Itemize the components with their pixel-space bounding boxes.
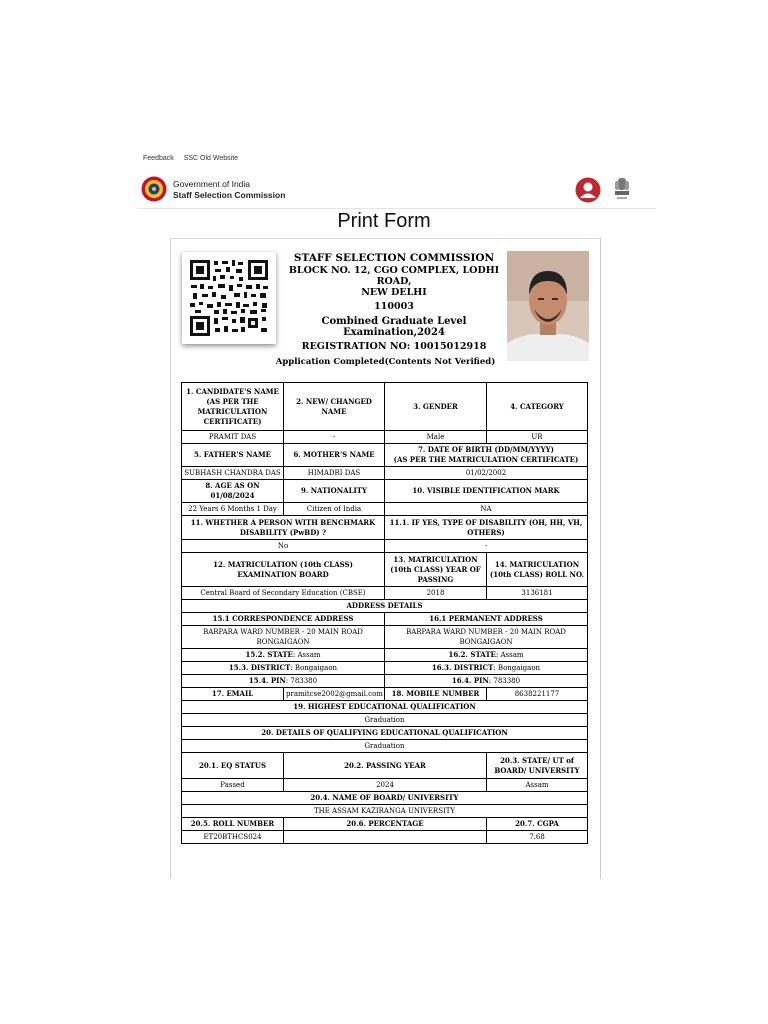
email-label: 17. EMAIL: [182, 688, 284, 701]
qr-code: [182, 252, 276, 344]
board-name-label: 20.4. NAME OF BOARD/ UNIVERSITY: [182, 792, 588, 805]
new-name-label: 2. NEW/ CHANGED NAME: [284, 383, 385, 431]
permanent-state-value: Assam: [500, 651, 524, 659]
correspondence-address-line1: BARPARA WARD NUMBER - 20 MAIN ROAD: [203, 628, 363, 636]
passing-year-label: 20.2. PASSING YEAR: [284, 753, 487, 779]
identification-mark-label: 10. VISIBLE IDENTIFICATION MARK: [385, 480, 588, 503]
percentage-value: [284, 831, 487, 844]
correspondence-pin-label: 15.4. PIN: [248, 676, 286, 685]
permanent-pin-value: 783380: [493, 677, 521, 685]
mother-name-label: 6. MOTHER'S NAME: [284, 444, 385, 467]
permanent-state: 16.2. STATE: Assam: [385, 649, 588, 662]
matric-roll-label: 14. MATRICULATION (10th CLASS) ROLL NO.: [487, 553, 588, 587]
top-links: [143, 155, 246, 162]
highest-qualification-value: Graduation: [182, 714, 588, 727]
nationality-value: Citizen of India: [284, 503, 385, 516]
org-pin: 110003: [374, 301, 414, 312]
board-name-value: THE ASSAM KAZIRANGA UNIVERSITY: [182, 805, 588, 818]
mobile-value: 8638221177: [487, 688, 588, 701]
dob-label-line1: 7. DATE OF BIRTH (DD/MM/YYYY): [418, 445, 554, 454]
permanent-district: 16.3. DISTRICT: Bongaigaon: [385, 662, 588, 675]
page-title: Print Form: [337, 210, 431, 232]
application-status: Application Completed(Contents Not Verified): [275, 357, 496, 367]
feedback-link[interactable]: Feedback: [143, 155, 174, 162]
correspondence-state-label: 15.2. STATE: [245, 650, 293, 659]
percentage-label: 20.6. PERCENTAGE: [284, 818, 487, 831]
disability-type-label: 11.1. IF YES, TYPE OF DISABILITY (OH, HH, VH, OTHERS): [385, 516, 588, 540]
correspondence-pin: 15.4. PIN: 783380: [182, 675, 385, 688]
permanent-address-label: 16.1 PERMANENT ADDRESS: [385, 613, 588, 626]
permanent-address-line2: BONGAIGAON: [459, 638, 513, 646]
org-address-1: BLOCK NO. 12, CGO COMPLEX, LODHI ROAD,: [288, 265, 500, 287]
gender-value: Male: [385, 431, 487, 444]
dob-value: 01/02/2002: [385, 467, 588, 480]
correspondence-district: 15.3. DISTRICT: Bongaigaon: [182, 662, 385, 675]
exam-name: Combined Graduate Level Examination,2024: [321, 316, 467, 338]
cgpa-value: 7.68: [487, 831, 588, 844]
brand-title[interactable]: [173, 179, 285, 201]
new-name-value: -: [284, 431, 385, 444]
old-website-link[interactable]: SSC Old Website: [183, 155, 239, 162]
eq-status-label: 20.1. EQ STATUS: [182, 753, 284, 779]
qualifying-qualification-label: 20. DETAILS OF QUALIFYING EDUCATIONAL QUALIFICATION: [182, 727, 588, 740]
roll-number-label: 20.5. ROLL NUMBER: [182, 818, 284, 831]
email-value: pramitcse2002@gmail.com: [284, 688, 385, 701]
eq-status-value: Passed: [182, 779, 284, 792]
eq-state-value: Assam: [487, 779, 588, 792]
qr-code-icon: [188, 258, 270, 338]
dob-label: [385, 444, 588, 467]
org-address-2: NEW DELHI: [361, 287, 427, 298]
form-heading: [279, 253, 509, 352]
permanent-district-value: Bongaigaon: [497, 664, 541, 672]
matric-board-value: Central Board of Secondary Education (CBSE): [182, 587, 385, 600]
brand-line1: Government of India: [173, 179, 251, 189]
permanent-pin: 16.4. PIN: 783380: [385, 675, 588, 688]
brand-line2: Staff Selection Commission: [173, 190, 286, 200]
matric-board-label: 12. MATRICULATION (10th CLASS) EXAMINATION BOARD: [182, 553, 385, 587]
user-avatar-icon[interactable]: [575, 177, 601, 203]
permanent-pin-label: 16.4. PIN: [451, 676, 489, 685]
correspondence-state: 15.2. STATE: Assam: [182, 649, 385, 662]
cgpa-label: 20.7. CGPA: [487, 818, 588, 831]
category-value: UR: [487, 431, 588, 444]
mother-name-value: HIMADRI DAS: [284, 467, 385, 480]
correspondence-district-label: 15.3. DISTRICT: [228, 663, 291, 672]
ssc-emblem-icon: [141, 176, 167, 202]
registration-number: REGISTRATION NO: 10015012918: [301, 341, 487, 352]
correspondence-pin-value: 783380: [290, 677, 318, 685]
roll-number-value: ET20BTHCS024: [182, 831, 284, 844]
pwbd-label: 11. WHETHER A PERSON WITH BENCHMARK DISABILITY (PwBD) ?: [182, 516, 385, 540]
matric-year-value: 2018: [385, 587, 487, 600]
father-name-label: 5. FATHER'S NAME: [182, 444, 284, 467]
category-label: 4. CATEGORY: [487, 383, 588, 431]
gender-label: 3. GENDER: [385, 383, 487, 431]
age-value: 22 Years 6 Months 1 Day: [182, 503, 284, 516]
qualifying-qualification-value: Graduation: [182, 740, 588, 753]
pwbd-value: No: [182, 540, 385, 553]
matric-year-label: 13. MATRICULATION (10th CLASS) YEAR OF PASSING: [385, 553, 487, 587]
print-form: [170, 238, 601, 879]
candidate-name-label: 1. CANDIDATE'S NAME (AS PER THE MATRICULATION CERTIFICATE): [182, 383, 284, 431]
candidate-photo: [507, 251, 589, 361]
address-details-heading: ADDRESS DETAILS: [182, 600, 588, 613]
permanent-district-label: 16.3. DISTRICT: [431, 663, 494, 672]
dob-label-line2: (AS PER THE MATRICULATION CERTIFICATE): [393, 455, 579, 464]
permanent-address-value: [385, 626, 588, 649]
passing-year-value: 2024: [284, 779, 487, 792]
correspondence-address-line2: BONGAIGAON: [256, 638, 310, 646]
candidate-name-value: PRAMIT DAS: [182, 431, 284, 444]
correspondence-address-value: [182, 626, 385, 649]
org-name: STAFF SELECTION COMMISSION: [293, 252, 495, 264]
age-label: 8. AGE AS ON 01/08/2024: [182, 480, 284, 503]
identification-mark-value: NA: [385, 503, 588, 516]
nationality-label: 9. NATIONALITY: [284, 480, 385, 503]
correspondence-state-value: Assam: [297, 651, 321, 659]
eq-state-label: 20.3. STATE/ UT of BOARD/ UNIVERSITY: [487, 753, 588, 779]
permanent-state-label: 16.2. STATE: [448, 650, 496, 659]
matric-roll-value: 3136181: [487, 587, 588, 600]
mobile-label: 18. MOBILE NUMBER: [385, 688, 487, 701]
permanent-address-line1: BARPARA WARD NUMBER - 20 MAIN ROAD: [406, 628, 566, 636]
highest-qualification-label: 19. HIGHEST EDUCATIONAL QUALIFICATION: [182, 701, 588, 714]
correspondence-district-value: Bongaigaon: [294, 664, 338, 672]
site-header: [138, 170, 656, 209]
correspondence-address-label: 15.1 CORRESPONDENCE ADDRESS: [182, 613, 385, 626]
father-name-value: SUBHASH CHANDRA DAS: [182, 467, 284, 480]
details-table: [181, 382, 588, 844]
disability-type-value: -: [385, 540, 588, 553]
ashoka-emblem-icon: [613, 175, 631, 203]
